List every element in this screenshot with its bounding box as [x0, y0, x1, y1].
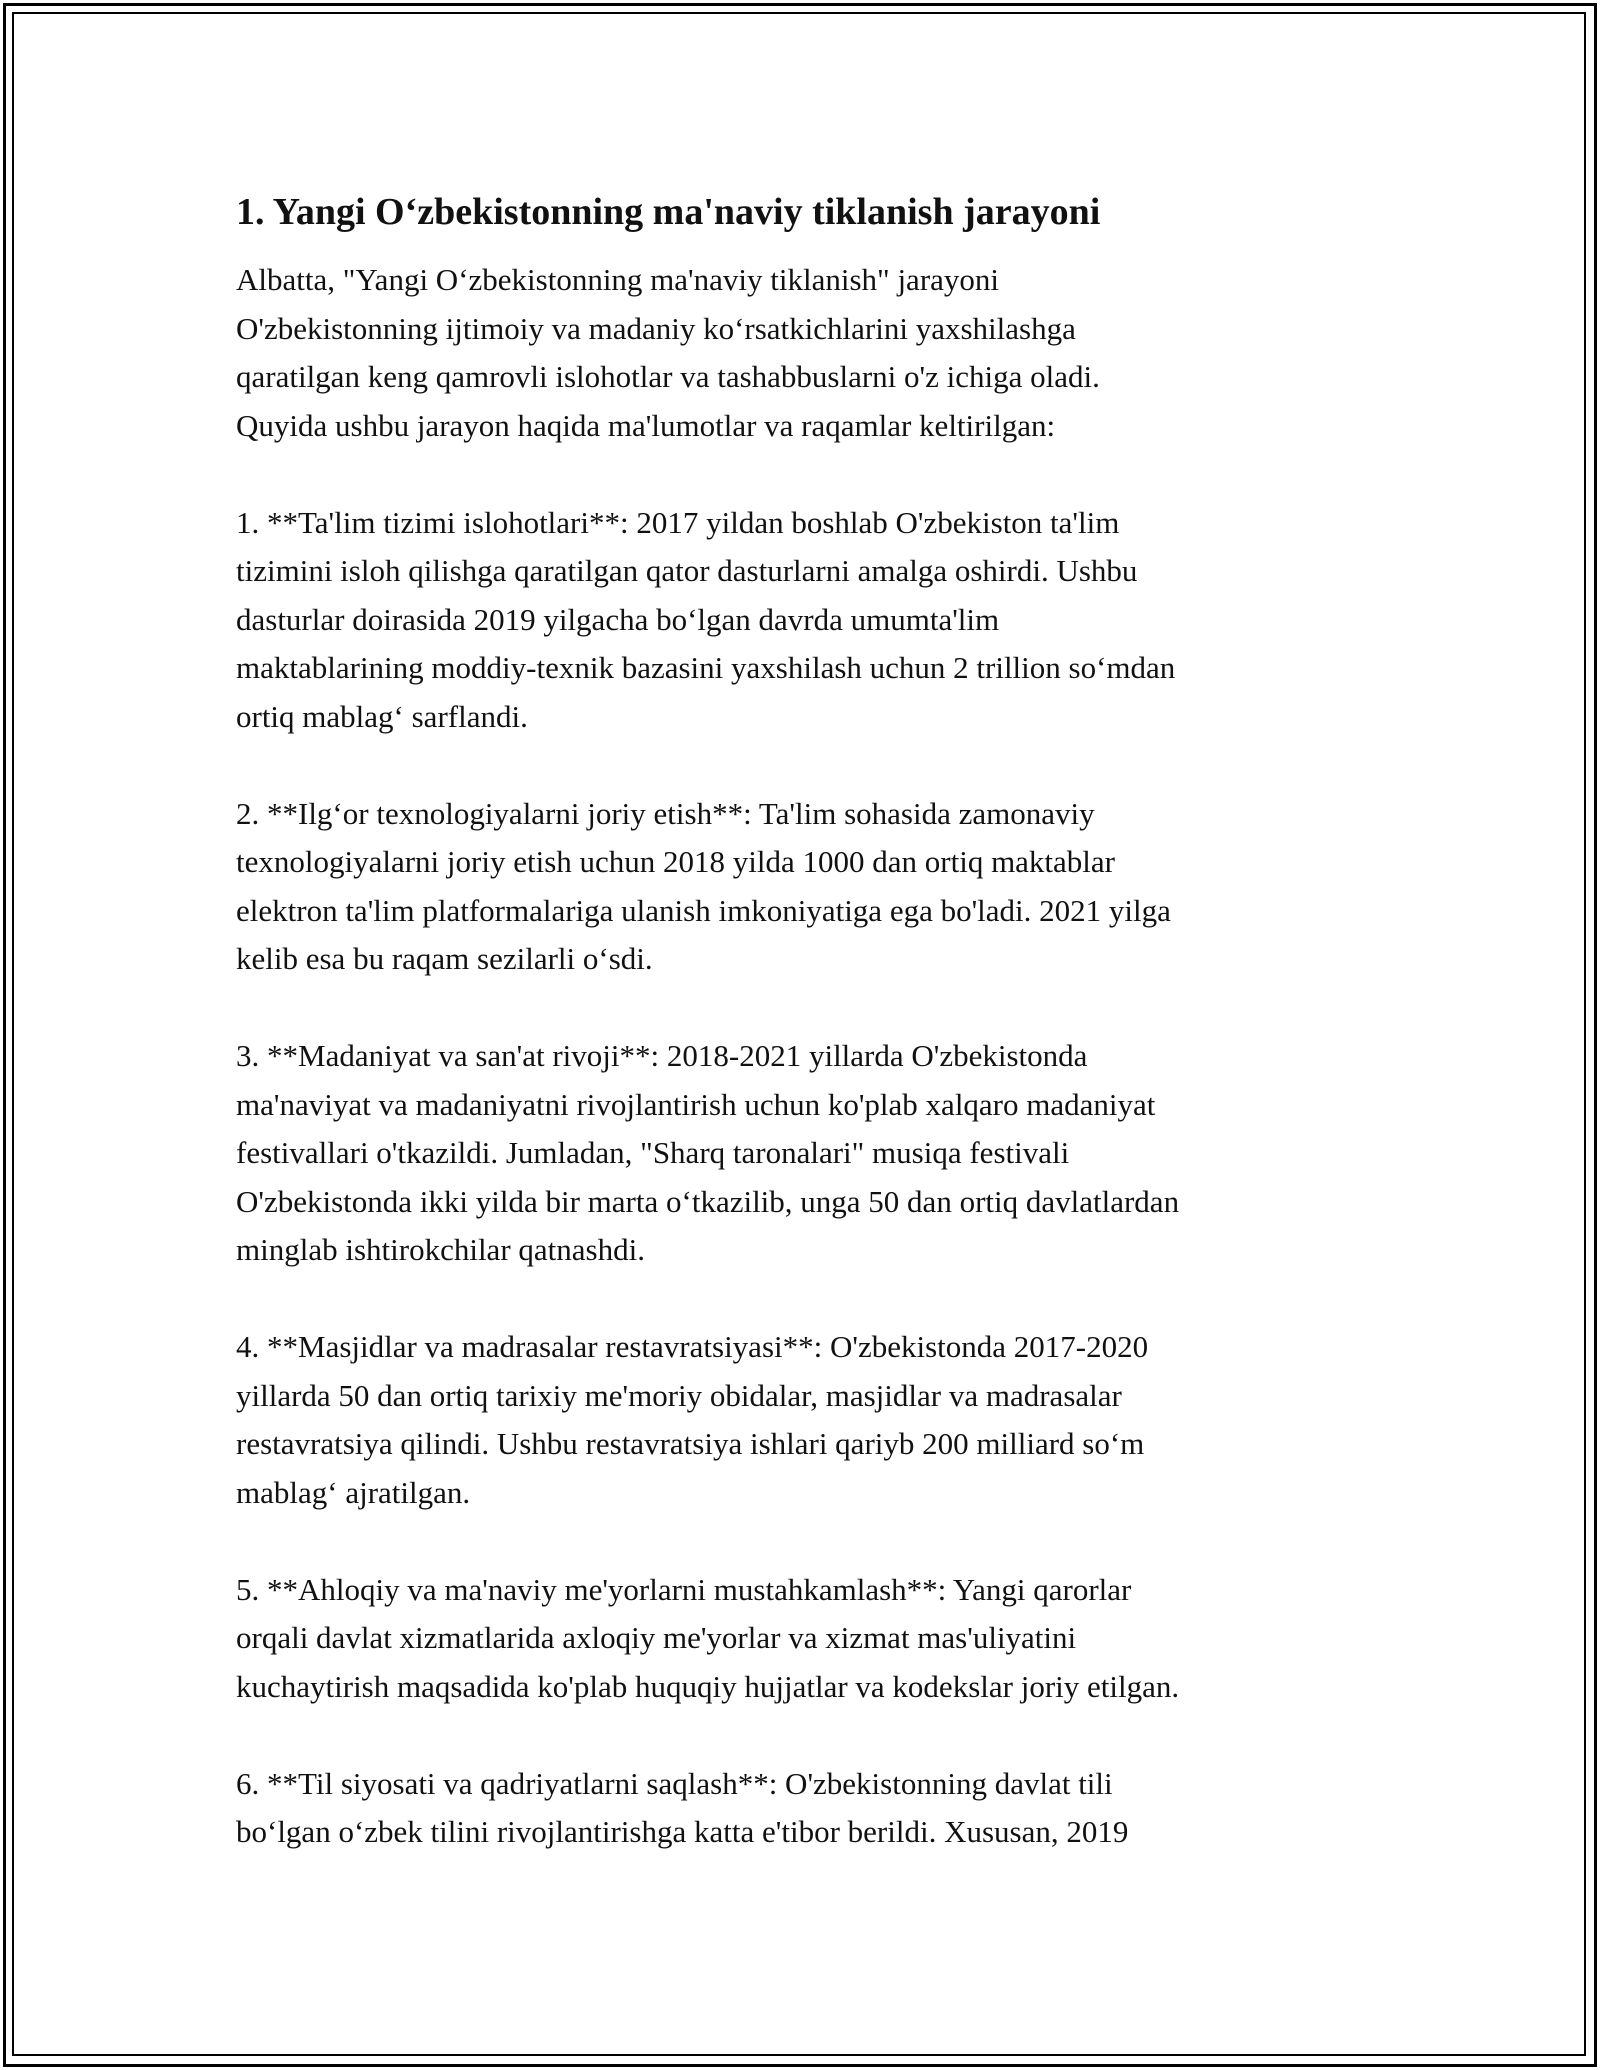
paragraph-culture-arts: 3. **Madaniyat va san'at rivoji**: 2018-2021 yillarda O'zbekistonda ma'naviyat va madaniyatni rivojlantirish uchun ko'plab xalqaro madaniyat festivallari o'tkazildi. Jumladan, "Sharq taronalari" musiqa festivali O'zbekistonda ikki yilda bir marta o‘tkazilib, unga 50 dan ortiq davlatlardan minglab ishtirokchilar qatnashdi.	[236, 1038, 1180, 1267]
paragraph-ethics: 5. **Ahloqiy va ma'naviy me'yorlarni mustahkamlash**: Yangi qarorlar orqali davlat xizmatlarida axloqiy me'yorlar va xizmat mas'uliyatini kuchaytirish maqsadida ko'plab huquqiy hujjatlar va kodekslar joriy etilgan.	[236, 1571, 1180, 1704]
paragraph-restoration: 4. **Masjidlar va madrasalar restavratsiyasi**: O'zbekistonda 2017-2020 yillarda 50 dan ortiq tarixiy me'moriy obidalar, masjidlar va madrasalar restavratsiya qilindi. Ushbu restavratsiya ishlari qariyb 200 milliard so‘m mablag‘ ajratilgan.	[236, 1329, 1149, 1510]
paragraph-language-policy: 6. **Til siyosati va qadriyatlarni saqlash**: O'zbekistonning davlat tili bo‘lgan o‘zbek tilini rivojlantirishga katta e'tibor berildi. Xususan, 2019	[236, 1765, 1129, 1849]
document-title: 1. Yangi O‘zbekistonning ma'naviy tiklanish jarayoni	[236, 191, 1101, 233]
document-body	[236, 186, 1366, 1857]
paragraph-intro: Albatta, "Yangi O‘zbekistonning ma'naviy tiklanish" jarayoni O'zbekistonning ijtimoiy va madaniy ko‘rsatkichlarini yaxshilashga qaratilgan keng qamrovli islohotlar va tashabbuslarni o'z ichiga oladi. Quyida ushbu jarayon haqida ma'lumotlar va raqamlar keltirilgan:	[236, 262, 1100, 443]
paragraph-technology: 2. **Ilg‘or texnologiyalarni joriy etish**: Ta'lim sohasida zamonaviy texnologiyalarni joriy etish uchun 2018 yilda 1000 dan ortiq maktablar elektron ta'lim platformalariga ulanish imkoniyatiga ega bo'ladi. 2021 yilga kelib esa bu raqam sezilarli o‘sdi.	[236, 795, 1171, 976]
paragraph-education-reforms: 1. **Ta'lim tizimi islohotlari**: 2017 yildan boshlab O'zbekiston ta'lim tizimini isloh qilishga qaratilgan qator dasturlarni amalga oshirdi. Ushbu dasturlar doirasida 2019 yilgacha bo‘lgan davrda umumta'lim maktablarining moddiy-texnik bazasini yaxshilash uchun 2 trillion so‘mdan ortiq mablag‘ sarflandi.	[236, 504, 1176, 734]
